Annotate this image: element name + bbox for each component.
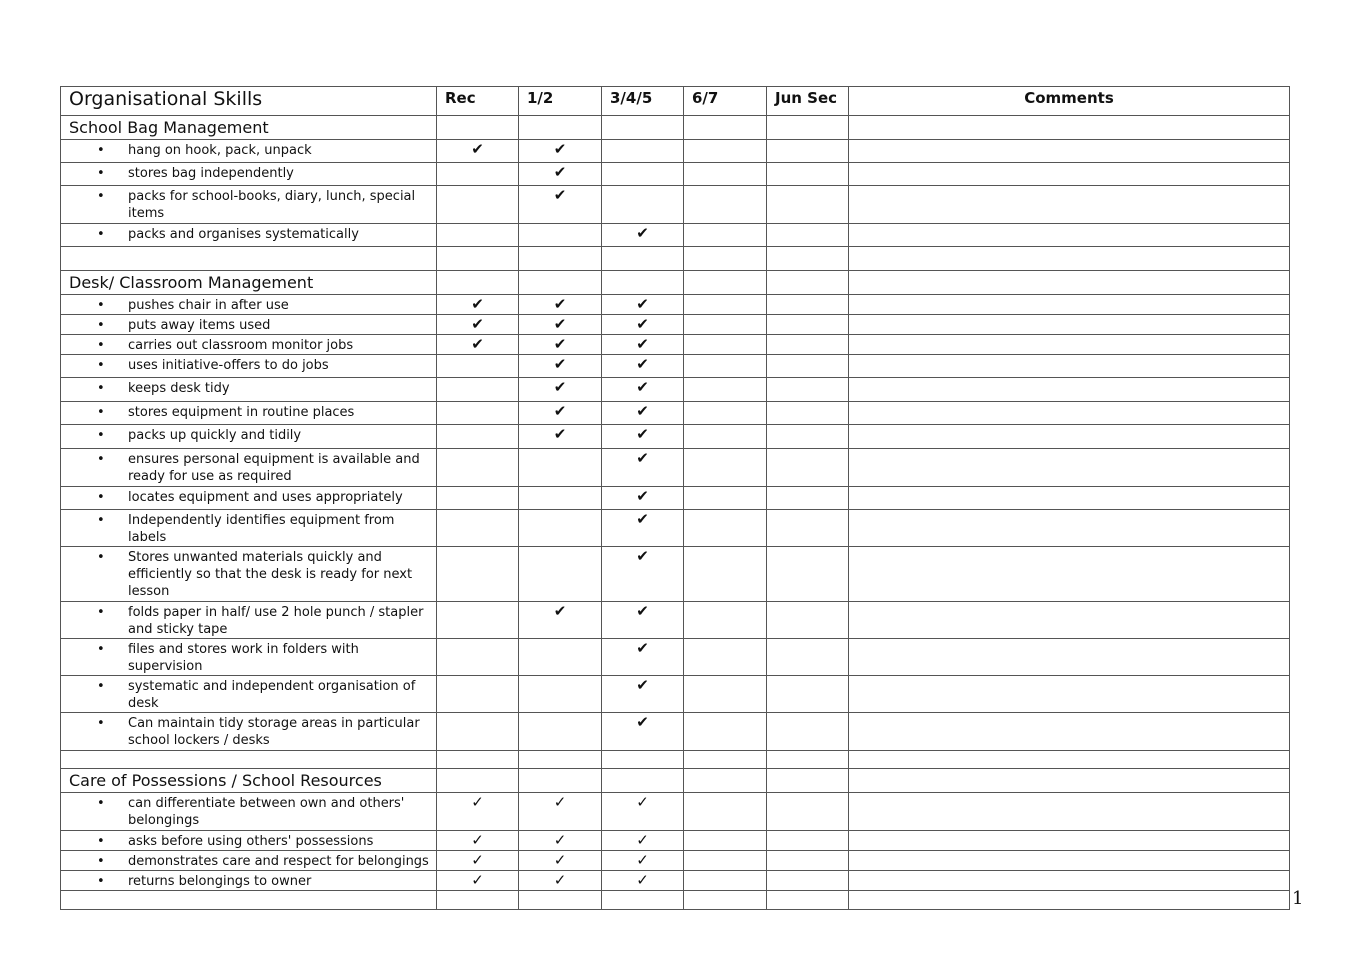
- skill-cell: [61, 751, 437, 769]
- blank-row: [61, 891, 1290, 910]
- check-cell: [684, 335, 767, 355]
- bullet-icon: •: [97, 874, 105, 889]
- comments-cell: [849, 247, 1290, 271]
- skill-cell: [61, 713, 437, 751]
- skill-label: systematic and independent organisation of desk: [128, 679, 416, 711]
- check-cell: ✔: [519, 402, 602, 425]
- comments-cell: [849, 891, 1290, 910]
- skill-cell: [61, 402, 437, 425]
- check-cell: ✔: [602, 510, 684, 547]
- bullet-icon: •: [97, 166, 105, 181]
- check-cell: [684, 163, 767, 186]
- table-title: Organisational Skills: [61, 87, 437, 116]
- skill-label: uses initiative-offers to do jobs: [128, 358, 329, 373]
- column-header-jun-sec: Jun Sec: [767, 87, 849, 116]
- table-row: [61, 602, 1290, 639]
- check-cell: [767, 315, 849, 335]
- bullet-icon: •: [97, 405, 105, 420]
- bullet-icon: •: [97, 428, 105, 443]
- check-cell: ✔: [602, 487, 684, 510]
- check-cell: [767, 163, 849, 186]
- check-cell: [519, 639, 602, 676]
- skill-cell: [61, 449, 437, 487]
- skill-label: ensures personal equipment is available and ready for use as required: [128, 452, 420, 484]
- skill-label: locates equipment and uses appropriately: [128, 490, 403, 505]
- check-cell: [437, 449, 519, 487]
- comments-cell: [849, 639, 1290, 676]
- check-cell: [767, 713, 849, 751]
- table-row: [61, 639, 1290, 676]
- check-cell: [602, 247, 684, 271]
- skill-label: stores bag independently: [128, 166, 294, 181]
- skill-label: demonstrates care and respect for belongings: [128, 854, 429, 869]
- table-row: [61, 163, 1290, 186]
- skill-cell: [61, 871, 437, 891]
- header-row: [61, 87, 1290, 116]
- skill-label: Stores unwanted materials quickly and efficiently so that the desk is ready for next lesson: [128, 550, 413, 599]
- skill-cell: [61, 355, 437, 378]
- comments-cell: [849, 851, 1290, 871]
- check-cell: [767, 871, 849, 891]
- section-header-row: [61, 116, 1290, 140]
- check-cell: [519, 449, 602, 487]
- check-cell: [437, 271, 519, 295]
- bullet-icon: •: [97, 381, 105, 396]
- check-cell: [437, 751, 519, 769]
- check-cell: [767, 602, 849, 639]
- table-row: [61, 402, 1290, 425]
- comments-cell: [849, 116, 1290, 140]
- comments-cell: [849, 449, 1290, 487]
- table-row: [61, 186, 1290, 224]
- check-cell: [684, 402, 767, 425]
- skill-cell: [61, 295, 437, 315]
- check-cell: [519, 247, 602, 271]
- check-cell: ✔: [437, 140, 519, 163]
- check-cell: ✓: [602, 831, 684, 851]
- check-cell: [684, 295, 767, 315]
- comments-cell: [849, 751, 1290, 769]
- check-cell: [437, 713, 519, 751]
- check-cell: ✓: [437, 851, 519, 871]
- check-cell: [437, 355, 519, 378]
- comments-cell: [849, 186, 1290, 224]
- skill-cell: [61, 224, 437, 247]
- section-title: Desk/ Classroom Management: [61, 271, 437, 295]
- bullet-icon: •: [97, 298, 105, 313]
- table-row: [61, 851, 1290, 871]
- check-cell: [519, 713, 602, 751]
- check-cell: [684, 602, 767, 639]
- check-cell: [767, 793, 849, 831]
- check-cell: ✔: [602, 315, 684, 335]
- skill-cell: [61, 831, 437, 851]
- check-cell: [437, 116, 519, 140]
- check-cell: [437, 487, 519, 510]
- check-cell: [684, 224, 767, 247]
- bullet-icon: •: [97, 796, 105, 811]
- table-row: [61, 871, 1290, 891]
- bullet-icon: •: [97, 854, 105, 869]
- comments-cell: [849, 831, 1290, 851]
- skill-cell: [61, 378, 437, 402]
- comments-cell: [849, 378, 1290, 402]
- check-cell: [684, 271, 767, 295]
- check-cell: [602, 140, 684, 163]
- check-cell: [519, 676, 602, 713]
- check-cell: ✔: [437, 295, 519, 315]
- page-number: 1: [1292, 888, 1304, 909]
- comments-cell: [849, 769, 1290, 793]
- section-title: Care of Possessions / School Resources: [61, 769, 437, 793]
- organisational-skills-table: [60, 86, 1290, 910]
- check-cell: ✔: [519, 425, 602, 449]
- comments-cell: [849, 402, 1290, 425]
- skill-label: puts away items used: [128, 318, 271, 333]
- check-cell: [684, 487, 767, 510]
- table-row: [61, 378, 1290, 402]
- check-cell: [519, 487, 602, 510]
- check-cell: [437, 639, 519, 676]
- skill-label: Can maintain tidy storage areas in particular school lockers / desks: [128, 716, 420, 748]
- table-row: [61, 676, 1290, 713]
- check-cell: [602, 891, 684, 910]
- comments-cell: [849, 602, 1290, 639]
- check-cell: [519, 224, 602, 247]
- check-cell: [437, 224, 519, 247]
- check-cell: [437, 402, 519, 425]
- bullet-icon: •: [97, 550, 105, 565]
- check-cell: [437, 769, 519, 793]
- comments-cell: [849, 547, 1290, 602]
- check-cell: [767, 547, 849, 602]
- check-cell: [684, 769, 767, 793]
- check-cell: [767, 335, 849, 355]
- check-cell: [767, 676, 849, 713]
- check-cell: [767, 247, 849, 271]
- check-cell: [684, 449, 767, 487]
- skill-cell: [61, 140, 437, 163]
- skill-label: pushes chair in after use: [128, 298, 289, 313]
- skill-cell: [61, 891, 437, 910]
- skill-label: carries out classroom monitor jobs: [128, 338, 354, 353]
- check-cell: ✔: [519, 378, 602, 402]
- check-cell: [767, 186, 849, 224]
- comments-cell: [849, 224, 1290, 247]
- check-cell: [767, 510, 849, 547]
- check-cell: [519, 891, 602, 910]
- check-cell: [767, 116, 849, 140]
- comments-cell: [849, 487, 1290, 510]
- comments-cell: [849, 271, 1290, 295]
- check-cell: ✓: [602, 851, 684, 871]
- check-cell: [684, 355, 767, 378]
- check-cell: [437, 602, 519, 639]
- skill-label: packs up quickly and tidily: [128, 428, 302, 443]
- check-cell: [602, 163, 684, 186]
- skill-cell: [61, 793, 437, 831]
- skill-cell: [61, 547, 437, 602]
- check-cell: [767, 378, 849, 402]
- check-cell: ✓: [602, 793, 684, 831]
- skill-label: can differentiate between own and others' belongings: [128, 796, 405, 828]
- check-cell: [684, 871, 767, 891]
- comments-cell: [849, 713, 1290, 751]
- skill-cell: [61, 425, 437, 449]
- check-cell: ✔: [519, 355, 602, 378]
- table-row: [61, 793, 1290, 831]
- bullet-icon: •: [97, 679, 105, 694]
- comments-cell: [849, 793, 1290, 831]
- check-cell: [684, 378, 767, 402]
- check-cell: [519, 547, 602, 602]
- bullet-icon: •: [97, 318, 105, 333]
- check-cell: [684, 676, 767, 713]
- check-cell: ✔: [602, 335, 684, 355]
- bullet-icon: •: [97, 642, 105, 657]
- skill-cell: [61, 510, 437, 547]
- skill-cell: [61, 639, 437, 676]
- check-cell: [767, 140, 849, 163]
- check-cell: [767, 355, 849, 378]
- check-cell: ✓: [437, 793, 519, 831]
- check-cell: [684, 247, 767, 271]
- check-cell: [437, 378, 519, 402]
- comments-cell: [849, 335, 1290, 355]
- check-cell: ✓: [519, 831, 602, 851]
- section-header-row: [61, 271, 1290, 295]
- check-cell: ✔: [602, 713, 684, 751]
- check-cell: [767, 891, 849, 910]
- column-header-6-7: 6/7: [684, 87, 767, 116]
- bullet-icon: •: [97, 490, 105, 505]
- bullet-icon: •: [97, 338, 105, 353]
- skill-cell: [61, 186, 437, 224]
- bullet-icon: •: [97, 716, 105, 731]
- check-cell: [767, 449, 849, 487]
- table-row: [61, 140, 1290, 163]
- check-cell: ✔: [519, 140, 602, 163]
- check-cell: [767, 751, 849, 769]
- check-cell: [684, 186, 767, 224]
- check-cell: ✔: [602, 449, 684, 487]
- check-cell: ✔: [519, 186, 602, 224]
- check-cell: [602, 769, 684, 793]
- check-cell: [684, 891, 767, 910]
- table-row: [61, 224, 1290, 247]
- skill-cell: [61, 163, 437, 186]
- check-cell: [684, 547, 767, 602]
- check-cell: ✔: [602, 224, 684, 247]
- skill-cell: [61, 315, 437, 335]
- check-cell: [437, 510, 519, 547]
- check-cell: [767, 402, 849, 425]
- table-row: [61, 713, 1290, 751]
- check-cell: ✔: [519, 335, 602, 355]
- check-cell: [767, 831, 849, 851]
- comments-cell: [849, 295, 1290, 315]
- skill-label: keeps desk tidy: [128, 381, 230, 396]
- check-cell: [767, 769, 849, 793]
- section-header-row: [61, 769, 1290, 793]
- comments-cell: [849, 676, 1290, 713]
- bullet-icon: •: [97, 143, 105, 158]
- skill-cell: [61, 676, 437, 713]
- check-cell: ✔: [602, 676, 684, 713]
- skill-cell: [61, 247, 437, 271]
- check-cell: [767, 639, 849, 676]
- check-cell: [684, 510, 767, 547]
- check-cell: ✔: [519, 163, 602, 186]
- table-row: [61, 831, 1290, 851]
- comments-cell: [849, 871, 1290, 891]
- check-cell: ✔: [602, 602, 684, 639]
- check-cell: ✔: [602, 355, 684, 378]
- check-cell: [767, 851, 849, 871]
- skill-label: stores equipment in routine places: [128, 405, 355, 420]
- check-cell: ✓: [437, 871, 519, 891]
- check-cell: [437, 891, 519, 910]
- check-cell: [519, 769, 602, 793]
- check-cell: ✔: [602, 378, 684, 402]
- check-cell: ✓: [437, 831, 519, 851]
- skill-label: files and stores work in folders with supervision: [128, 642, 359, 674]
- bullet-icon: •: [97, 513, 105, 528]
- column-header-3-4-5: 3/4/5: [602, 87, 684, 116]
- check-cell: [684, 639, 767, 676]
- comments-cell: [849, 140, 1290, 163]
- check-cell: [519, 510, 602, 547]
- check-cell: [767, 295, 849, 315]
- table-row: [61, 355, 1290, 378]
- check-cell: [519, 751, 602, 769]
- skill-label: hang on hook, pack, unpack: [128, 143, 312, 158]
- column-header-comments: Comments: [849, 87, 1290, 116]
- check-cell: [684, 116, 767, 140]
- skill-label: asks before using others' possessions: [128, 834, 374, 849]
- check-cell: [767, 271, 849, 295]
- check-cell: [767, 487, 849, 510]
- check-cell: [602, 271, 684, 295]
- comments-cell: [849, 315, 1290, 335]
- check-cell: ✔: [602, 295, 684, 315]
- check-cell: ✔: [602, 402, 684, 425]
- table-row: [61, 487, 1290, 510]
- table-row: [61, 335, 1290, 355]
- bullet-icon: •: [97, 358, 105, 373]
- skill-label: Independently identifies equipment from labels: [128, 513, 395, 545]
- blank-row: [61, 751, 1290, 769]
- comments-cell: [849, 163, 1290, 186]
- check-cell: [767, 425, 849, 449]
- check-cell: [684, 713, 767, 751]
- check-cell: [684, 425, 767, 449]
- check-cell: [437, 547, 519, 602]
- check-cell: ✔: [437, 335, 519, 355]
- skill-cell: [61, 851, 437, 871]
- check-cell: ✓: [519, 851, 602, 871]
- check-cell: [602, 116, 684, 140]
- section-title: School Bag Management: [61, 116, 437, 140]
- check-cell: [519, 271, 602, 295]
- check-cell: ✔: [519, 602, 602, 639]
- comments-cell: [849, 425, 1290, 449]
- check-cell: ✔: [519, 315, 602, 335]
- table-row: [61, 315, 1290, 335]
- skill-label: returns belongings to owner: [128, 874, 312, 889]
- check-cell: ✔: [437, 315, 519, 335]
- check-cell: [684, 831, 767, 851]
- check-cell: [602, 751, 684, 769]
- table-row: [61, 547, 1290, 602]
- check-cell: [437, 186, 519, 224]
- skill-label: packs for school-books, diary, lunch, special items: [128, 189, 416, 221]
- check-cell: [437, 247, 519, 271]
- table-row: [61, 425, 1290, 449]
- check-cell: ✔: [519, 295, 602, 315]
- table-row: [61, 449, 1290, 487]
- bullet-icon: •: [97, 834, 105, 849]
- skill-label: folds paper in half/ use 2 hole punch / stapler and sticky tape: [128, 605, 424, 637]
- check-cell: [684, 793, 767, 831]
- check-cell: [437, 425, 519, 449]
- bullet-icon: •: [97, 189, 105, 204]
- comments-cell: [849, 355, 1290, 378]
- bullet-icon: •: [97, 227, 105, 242]
- check-cell: [602, 186, 684, 224]
- skill-cell: [61, 487, 437, 510]
- skill-cell: [61, 335, 437, 355]
- check-cell: [684, 140, 767, 163]
- table-row: [61, 510, 1290, 547]
- skill-label: packs and organises systematically: [128, 227, 359, 242]
- check-cell: ✔: [602, 425, 684, 449]
- check-cell: ✓: [519, 793, 602, 831]
- check-cell: ✓: [519, 871, 602, 891]
- check-cell: [437, 676, 519, 713]
- check-cell: [684, 315, 767, 335]
- skill-cell: [61, 602, 437, 639]
- column-header-rec: Rec: [437, 87, 519, 116]
- check-cell: ✔: [602, 547, 684, 602]
- column-header-1-2: 1/2: [519, 87, 602, 116]
- blank-row: [61, 247, 1290, 271]
- check-cell: [684, 751, 767, 769]
- comments-cell: [849, 510, 1290, 547]
- bullet-icon: •: [97, 452, 105, 467]
- check-cell: [767, 224, 849, 247]
- check-cell: [684, 851, 767, 871]
- check-cell: ✓: [602, 871, 684, 891]
- check-cell: [437, 163, 519, 186]
- check-cell: ✔: [602, 639, 684, 676]
- table-row: [61, 295, 1290, 315]
- bullet-icon: •: [97, 605, 105, 620]
- check-cell: [519, 116, 602, 140]
